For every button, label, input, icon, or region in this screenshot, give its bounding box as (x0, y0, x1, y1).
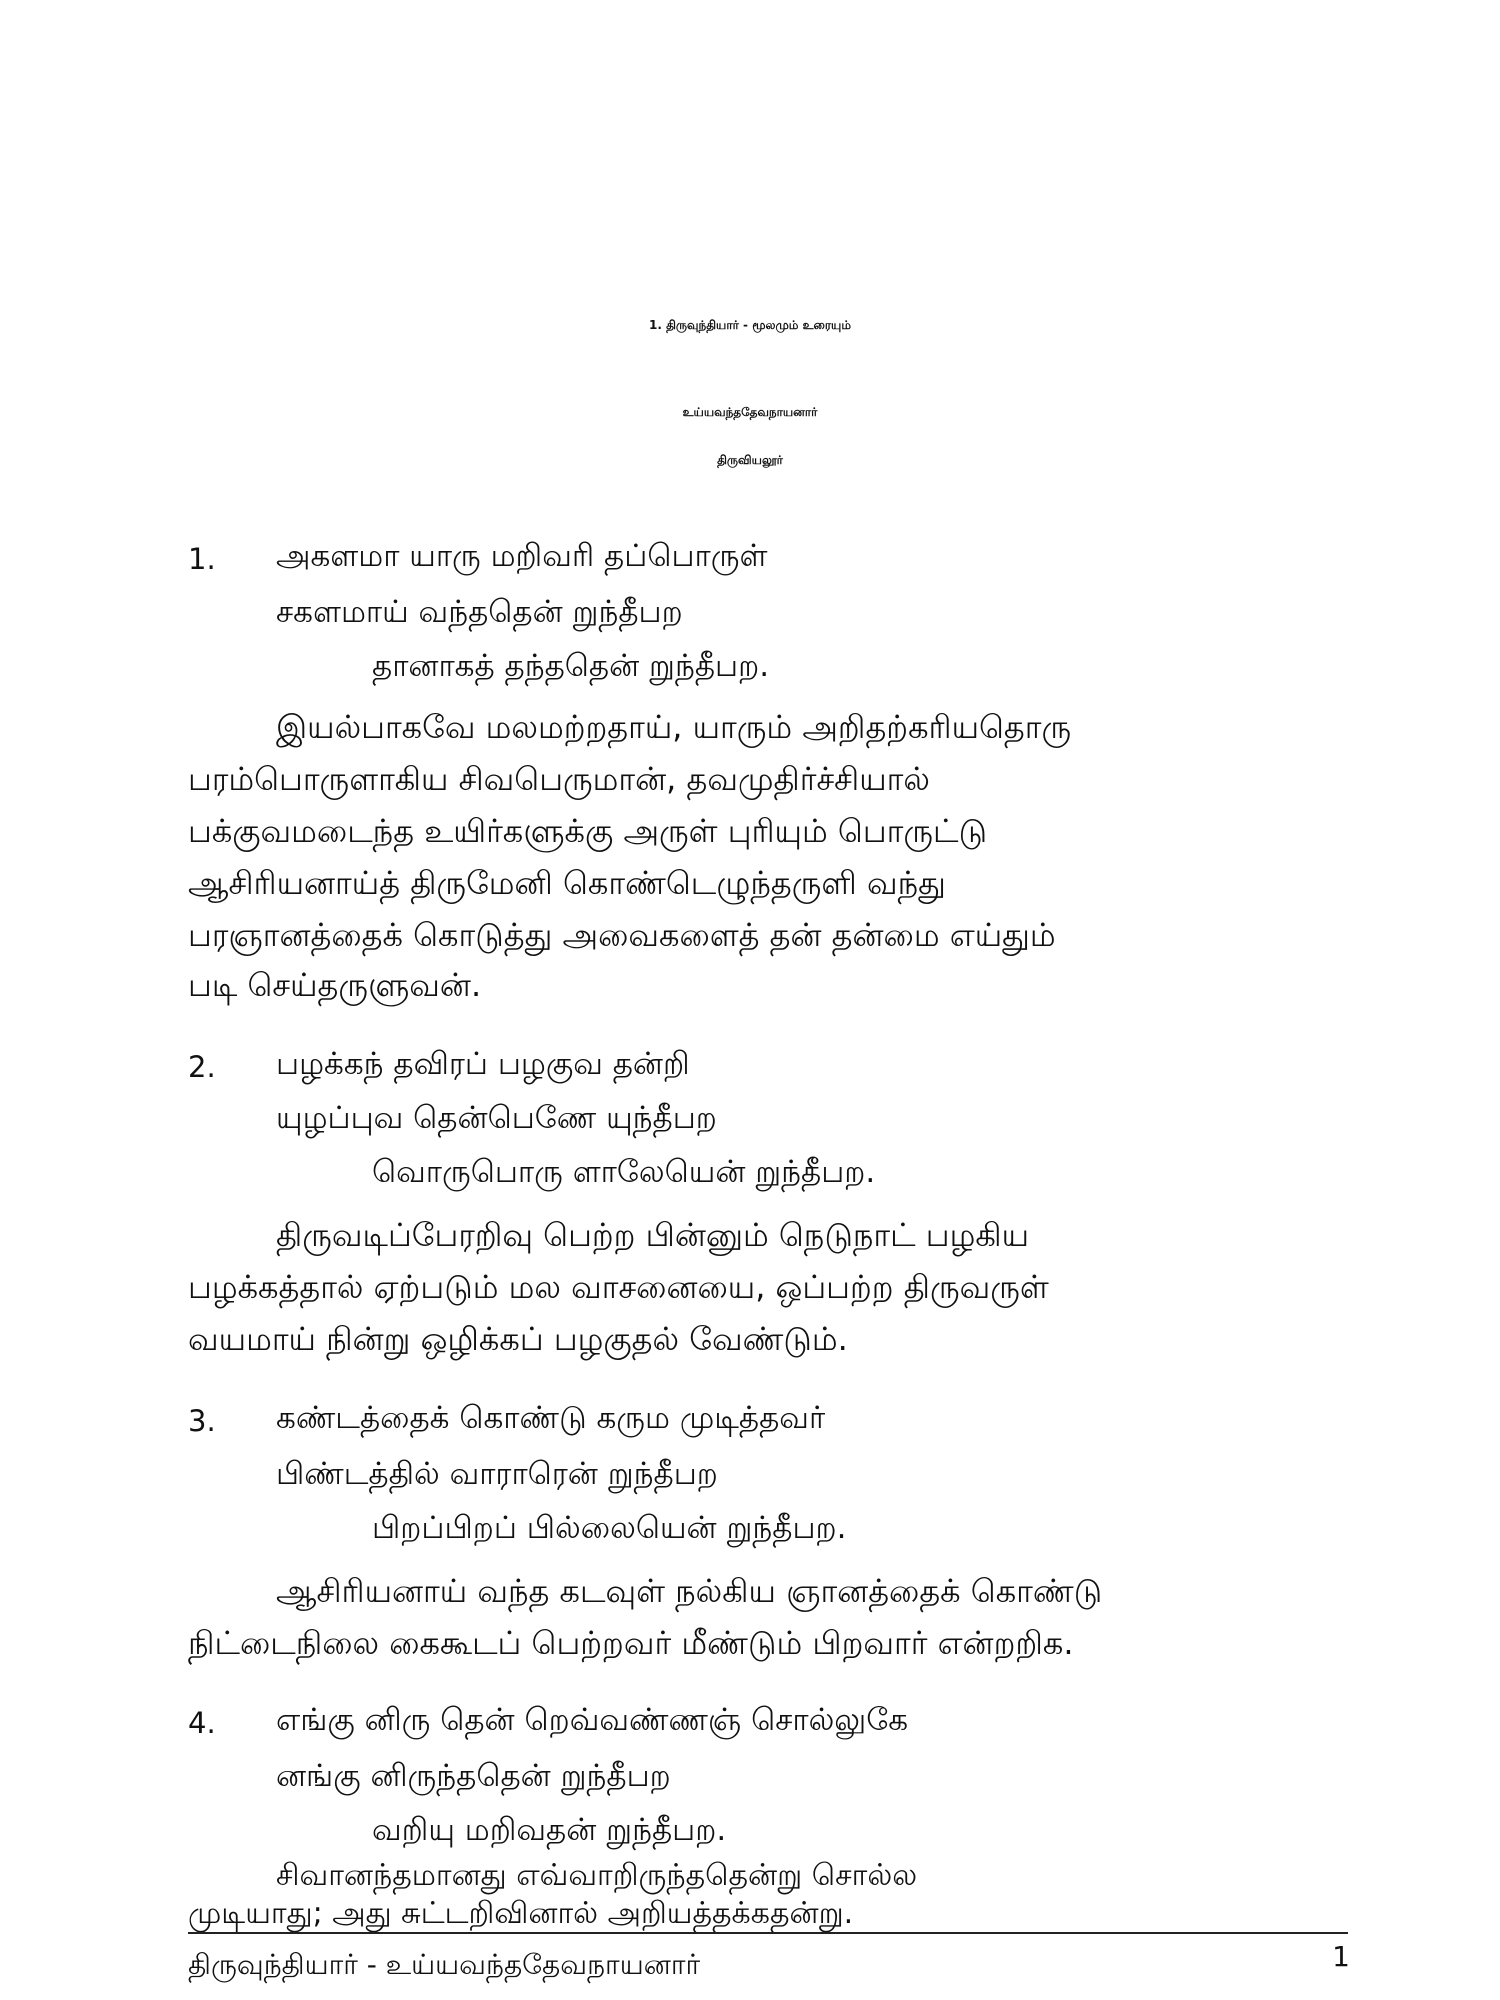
verse-line: சகளமாய் வந்ததென் றுந்தீபற (276, 594, 683, 630)
commentary-line: இயல்பாகவே மலமற்றதாய், யாரும் அறிதற்கரியதொரு (276, 708, 1072, 746)
commentary-line: பரம்பொருளாகிய சிவபெருமான், தவமுதிர்ச்சியால் (188, 760, 930, 798)
commentary-line: ஆசிரியனாய் வந்த கடவுள் நல்கிய ஞானத்தைக் கொண்டு (276, 1572, 1103, 1610)
page-title: 1. திருவுந்தியார் - மூலமும் உரையும் (648, 318, 851, 332)
commentary-line: பரஞானத்தைக் கொடுத்து அவைகளைத் தன் தன்மை எய்தும் (188, 916, 1056, 954)
commentary-line: வயமாய் நின்று ஒழிக்கப் பழகுதல் வேண்டும். (188, 1320, 848, 1358)
verse-line: பழக்கந் தவிரப் பழகுவ தன்றி (276, 1046, 690, 1082)
commentary-line: முடியாது; அது சுட்டறிவினால் அறியத்தக்கதன்று. (188, 1896, 854, 1931)
footer-rule (188, 1932, 1348, 1934)
verse-line: யுழப்புவ தென்பெணே யுந்தீபற (276, 1100, 717, 1136)
commentary-line: நிட்டைநிலை கைகூடப் பெற்றவர் மீண்டும் பிறவார் என்றறிக. (188, 1624, 1074, 1662)
verse-line: வொருபொரு ளாலேயென் றுந்தீபற. (372, 1154, 876, 1190)
commentary-line: திருவடிப்பேரறிவு பெற்ற பின்னும் நெடுநாட் பழகிய (276, 1216, 1029, 1254)
commentary-line: ஆசிரியனாய்த் திருமேனி கொண்டெழுந்தருளி வந்து (188, 864, 946, 902)
commentary-line: படி செய்தருளுவன். (188, 966, 482, 1004)
verse-number: 3. (188, 1404, 216, 1438)
place-name: திருவியலூர் (717, 453, 783, 467)
verse-number: 1. (188, 542, 216, 576)
author-name: உய்யவந்ததேவநாயனார் (682, 405, 818, 419)
footer-title: திருவுந்தியார் - உய்யவந்ததேவநாயனார் (188, 1948, 701, 1981)
verse-line: பிண்டத்தில் வாராரென் றுந்தீபற (276, 1456, 718, 1492)
page-number: 1 (1332, 1940, 1350, 1973)
verse-line: எங்கு னிரு தென் றெவ்வண்ணஞ் சொல்லுகே (276, 1702, 909, 1738)
verse-number: 2. (188, 1050, 216, 1084)
verse-number: 4. (188, 1706, 216, 1740)
commentary-line: பக்குவமடைந்த உயிர்களுக்கு அருள் புரியும் பொருட்டு (188, 812, 988, 850)
verse-line: னங்கு னிருந்ததென் றுந்தீபற (276, 1758, 671, 1794)
verse-line: கண்டத்தைக் கொண்டு கரும முடித்தவர் (276, 1400, 826, 1436)
verse-line: தானாகத் தந்ததென் றுந்தீபற. (372, 648, 770, 684)
verse-line: பிறப்பிறப் பில்லையென் றுந்தீபற. (372, 1510, 847, 1546)
commentary-line: பழக்கத்தால் ஏற்படும் மல வாசனையை, ஒப்பற்ற திருவருள் (188, 1268, 1049, 1306)
commentary-line: சிவானந்தமானது எவ்வாறிருந்ததென்று சொல்ல (276, 1858, 918, 1893)
verse-line: வறியு மறிவதன் றுந்தீபற. (372, 1812, 727, 1848)
verse-line: அகளமா யாரு மறிவரி தப்பொருள் (276, 538, 768, 574)
